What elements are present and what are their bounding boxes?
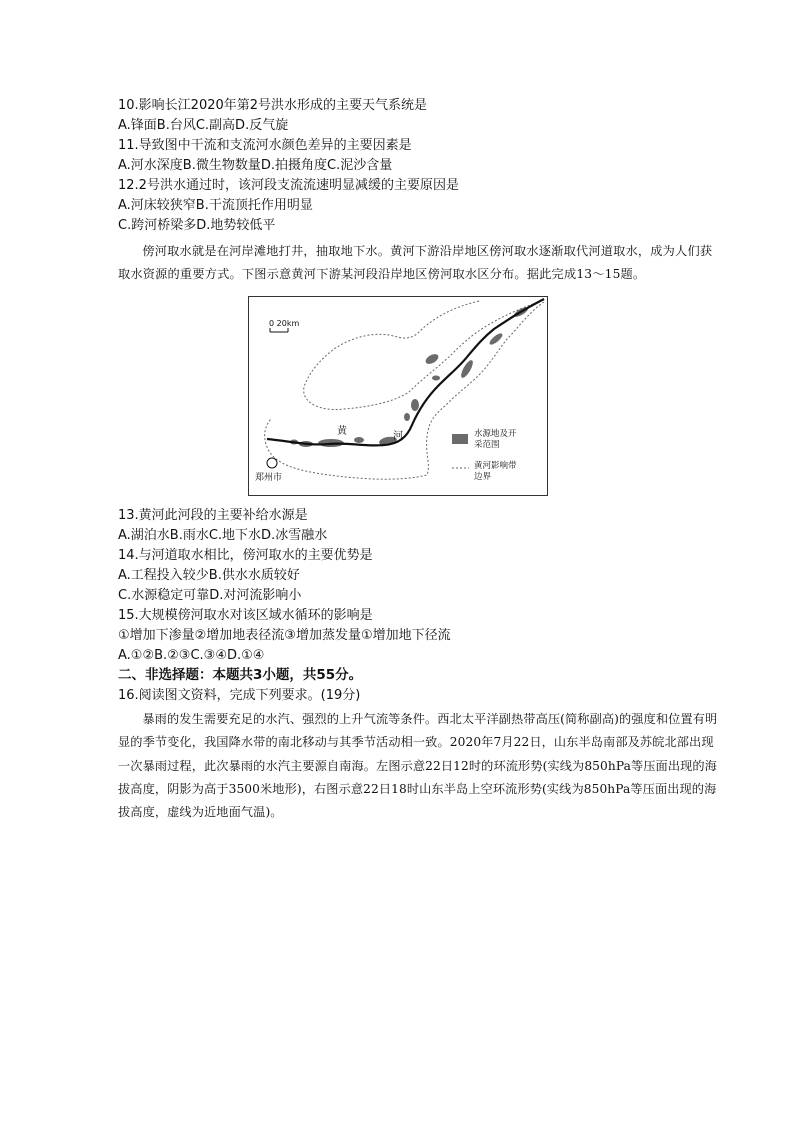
water-source-areas [290, 305, 529, 447]
q11-options: A.河水深度B.微生物数量D.拍摄角度C.泥沙含量 [118, 158, 393, 173]
q12-options-2: C.跨河桥梁多D.地势较低平 [118, 218, 276, 233]
q10-options: A.锋面B.台风C.副高D.反气旋 [118, 118, 289, 133]
q16-paragraph: 暴雨的发生需要充足的水汽、强烈的上升气流等条件。西北太平洋副热带高压(简称副高)的强度和位置有明显的季节变化，我国降水带的南北移动与其季节活动相一致。2020年7月22日，山东半岛南部及苏皖北部出现一次暴雨过程，此次暴雨的水汽主要源自南海。左图示意22日12时的环流形势(实线为850hPa等压面出现的海拔高度，阴影为高于3500米地形)，右图示意22日18时山东半岛上空环流形势(实线为850hPa等压面出现的海拔高度，虚线为近地面气温)。 [118, 712, 718, 820]
q14-options-2: C.水源稳定可靠D.对河流影响小 [118, 588, 302, 603]
q13-options: A.湖泊水B.雨水C.地下水D.冰雪融水 [118, 528, 328, 543]
yellow-river-line [267, 299, 544, 445]
yellow-river-map [248, 296, 548, 496]
river-label-2: 河 [393, 431, 403, 442]
q15-stem: 15.大规模傍河取水对该区域水循环的影响是 [118, 608, 373, 623]
scale-label: 0 20km [269, 319, 300, 328]
q14-stem: 14.与河道取水相比，傍河取水的主要优势是 [118, 548, 373, 563]
scale-bar [270, 328, 288, 332]
q11-stem: 11.导致图中干流和支流河水颜色差异的主要因素是 [118, 138, 412, 153]
legend-water-label: 水源地及开采范围 [474, 429, 517, 450]
boundary-south [265, 302, 544, 479]
q13-stem: 13.黄河此河段的主要补给水源是 [118, 508, 308, 523]
q10-stem: 10.影响长江2020年第2号洪水形成的主要天气系统是 [118, 98, 428, 113]
q12-options-1: A.河床较狭窄B.干流顶托作用明显 [118, 198, 313, 213]
q14-options-1: A.工程投入较少B.供水水质较好 [118, 568, 300, 583]
q15-items: ①增加下渗量②增加地表径流③增加蒸发量①增加地下径流 [118, 628, 451, 643]
q16-stem: 16.阅读图文资料，完成下列要求。(19分) [118, 688, 361, 703]
city-label: 郑州市 [255, 473, 283, 483]
q15-options: A.①②B.②③C.③④D.①④ [118, 648, 265, 663]
section-2-heading: 二、非选择题：本题共3小题，共55分。 [118, 667, 363, 683]
legend-water-swatch [452, 434, 468, 444]
intro-13-15: 傍河取水就是在河岸滩地打井，抽取地下水。黄河下游沿岸地区傍河取水逐渐取代河道取水，成为人们获取水资源的重要方式。下图示意黄河下游某河段沿岸地区傍河取水区分布。据此完成13～15题。 [118, 244, 713, 281]
city-marker [267, 458, 277, 468]
exam-page [118, 96, 718, 824]
boundary-north [304, 300, 544, 410]
q12-stem: 12.2号洪水通过时，该河段支流流速明显减缓的主要原因是 [118, 178, 459, 193]
legend-boundary-label: 黄河影响带边界 [474, 461, 517, 482]
river-label-1: 黄 [337, 426, 347, 437]
